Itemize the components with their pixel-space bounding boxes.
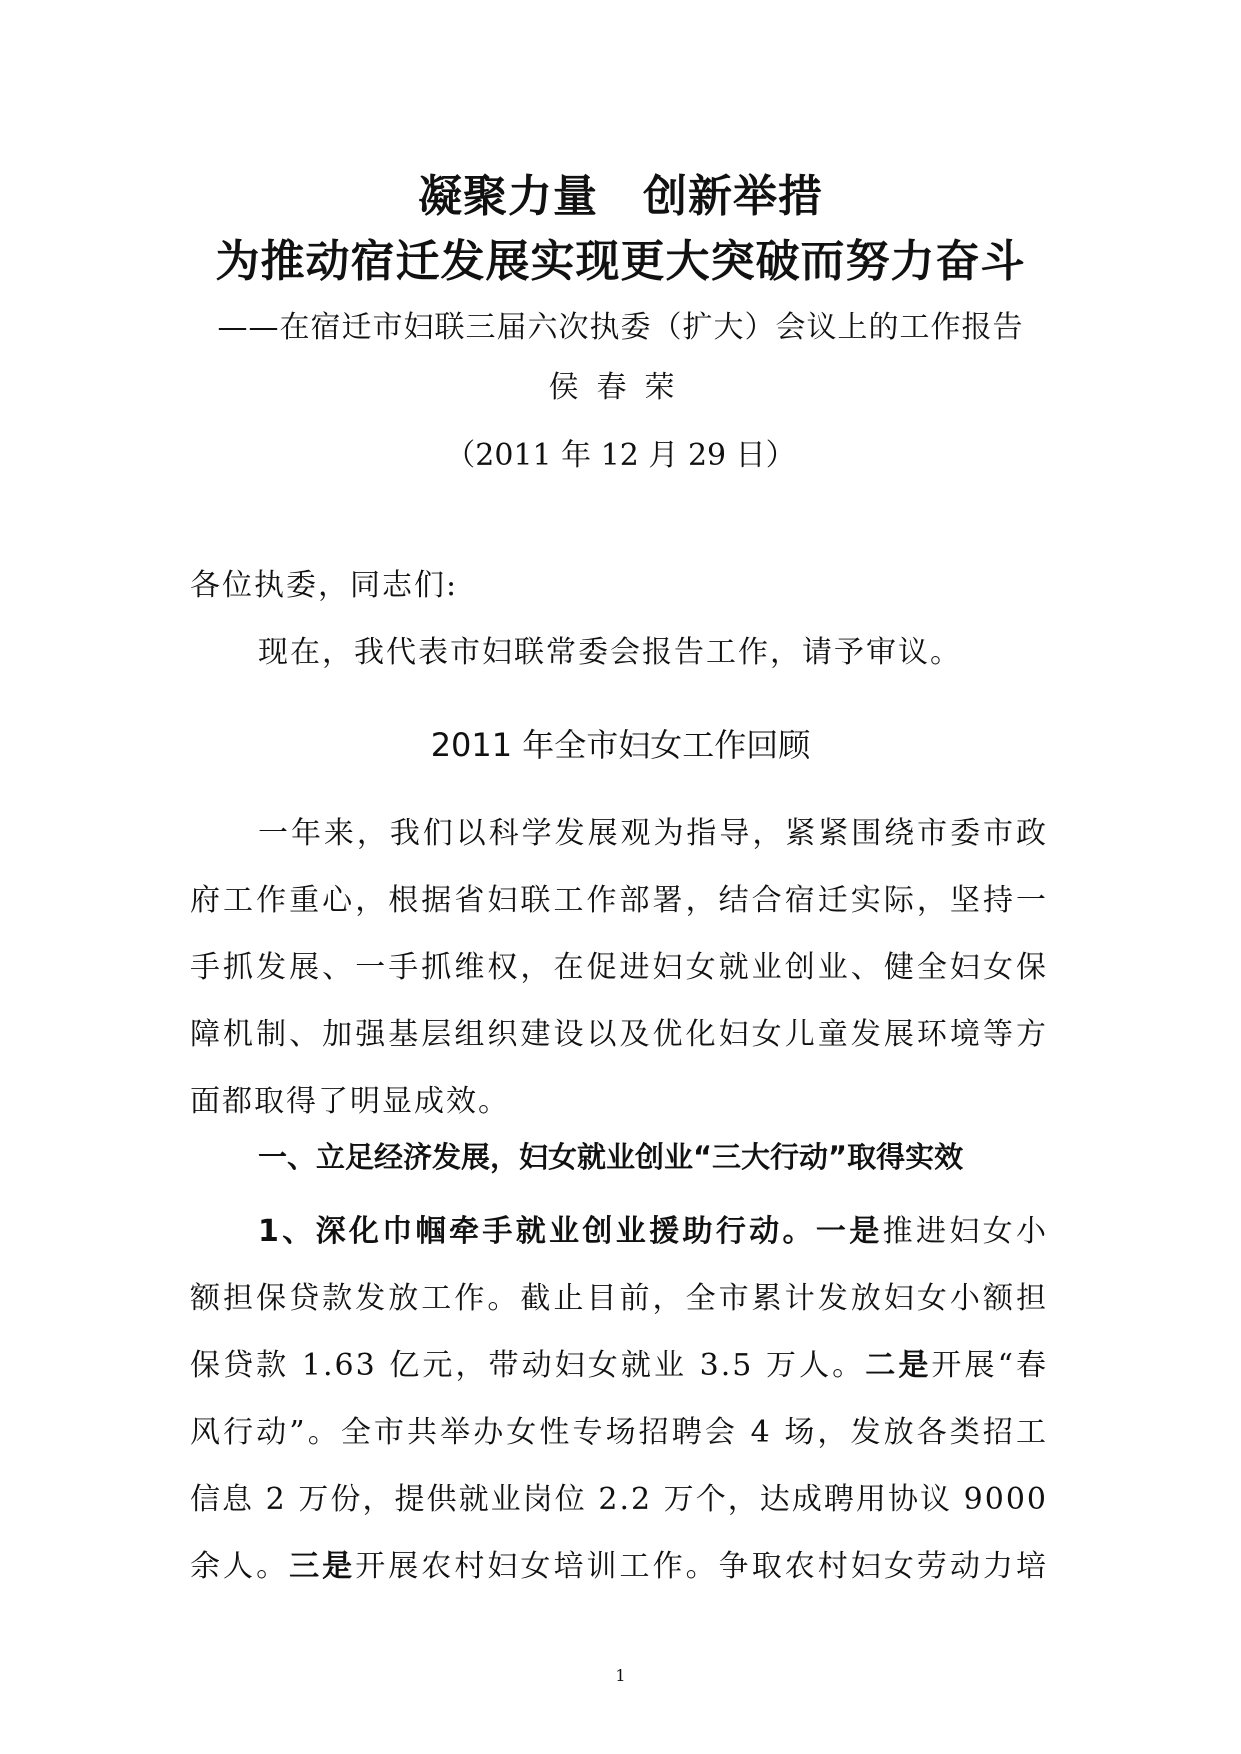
item-heading: 1、深化巾帼牵手就业创业援助行动。 [258, 1214, 816, 1249]
paragraph-line: 手抓发展、一手抓维权，在促进妇女就业创业、健全妇女保 [190, 950, 1048, 985]
author-name: 侯春荣 [548, 370, 693, 405]
paragraph-line: 信息 2 万份，提供就业岗位 2.2 万个，达成聘用协议 9000 [190, 1482, 1048, 1517]
page-number: 1 [615, 1666, 626, 1685]
paragraph-line: 额担保贷款发放工作。截止目前，全市累计发放妇女小额担 [190, 1281, 1048, 1316]
salutation: 各位执委，同志们: [190, 568, 459, 603]
text-run: 开展“春 [931, 1348, 1048, 1383]
subsection-heading-1: 一、立足经济发展，妇女就业创业“三大行动”取得实效 [258, 1140, 964, 1174]
paragraph-line: 面都取得了明显成效。 [190, 1084, 510, 1119]
point-marker: 二是 [865, 1348, 932, 1383]
paragraph-line: 障机制、加强基层组织建设以及优化妇女儿童发展环境等方 [190, 1017, 1048, 1052]
text-run: 推进妇女小 [882, 1214, 1049, 1249]
employment-paragraph [190, 1198, 1048, 1618]
section-heading: 2011 年全市妇女工作回顾 [430, 726, 811, 764]
point-marker: 三是 [289, 1549, 356, 1584]
text-run: 保贷款 1.63 亿元，带动妇女就业 3.5 万人。 [190, 1348, 866, 1383]
point-marker: 一是 [815, 1214, 883, 1249]
paragraph-line: 风行动”。全市共举办女性专场招聘会 4 场，发放各类招工 [190, 1415, 1048, 1450]
intro-sentence: 现在，我代表市妇联常委会报告工作，请予审议。 [258, 635, 962, 670]
report-title-line-1: 凝聚力量 创新举措 [418, 171, 823, 222]
text-run: 余人。 [190, 1549, 290, 1584]
paragraph-line [190, 1533, 1048, 1600]
report-subtitle: ——在宿迁市妇联三届六次执委（扩大）会议上的工作报告 [217, 310, 1024, 345]
paragraph-line [190, 1198, 1048, 1265]
paragraph-line: 一年来，我们以科学发展观为指导，紧紧围绕市委市政 [258, 816, 1048, 851]
text-run: 开展农村妇女培训工作。争取农村妇女劳动力培 [355, 1549, 1049, 1584]
review-paragraph [190, 800, 1048, 1140]
report-date: （2011 年 12 月 29 日） [445, 438, 796, 473]
report-title-line-2: 为推动宿迁发展实现更大突破而努力奋斗 [215, 236, 1026, 287]
paragraph-line [190, 1332, 1048, 1399]
paragraph-line: 府工作重心，根据省妇联工作部署，结合宿迁实际，坚持一 [190, 883, 1048, 918]
